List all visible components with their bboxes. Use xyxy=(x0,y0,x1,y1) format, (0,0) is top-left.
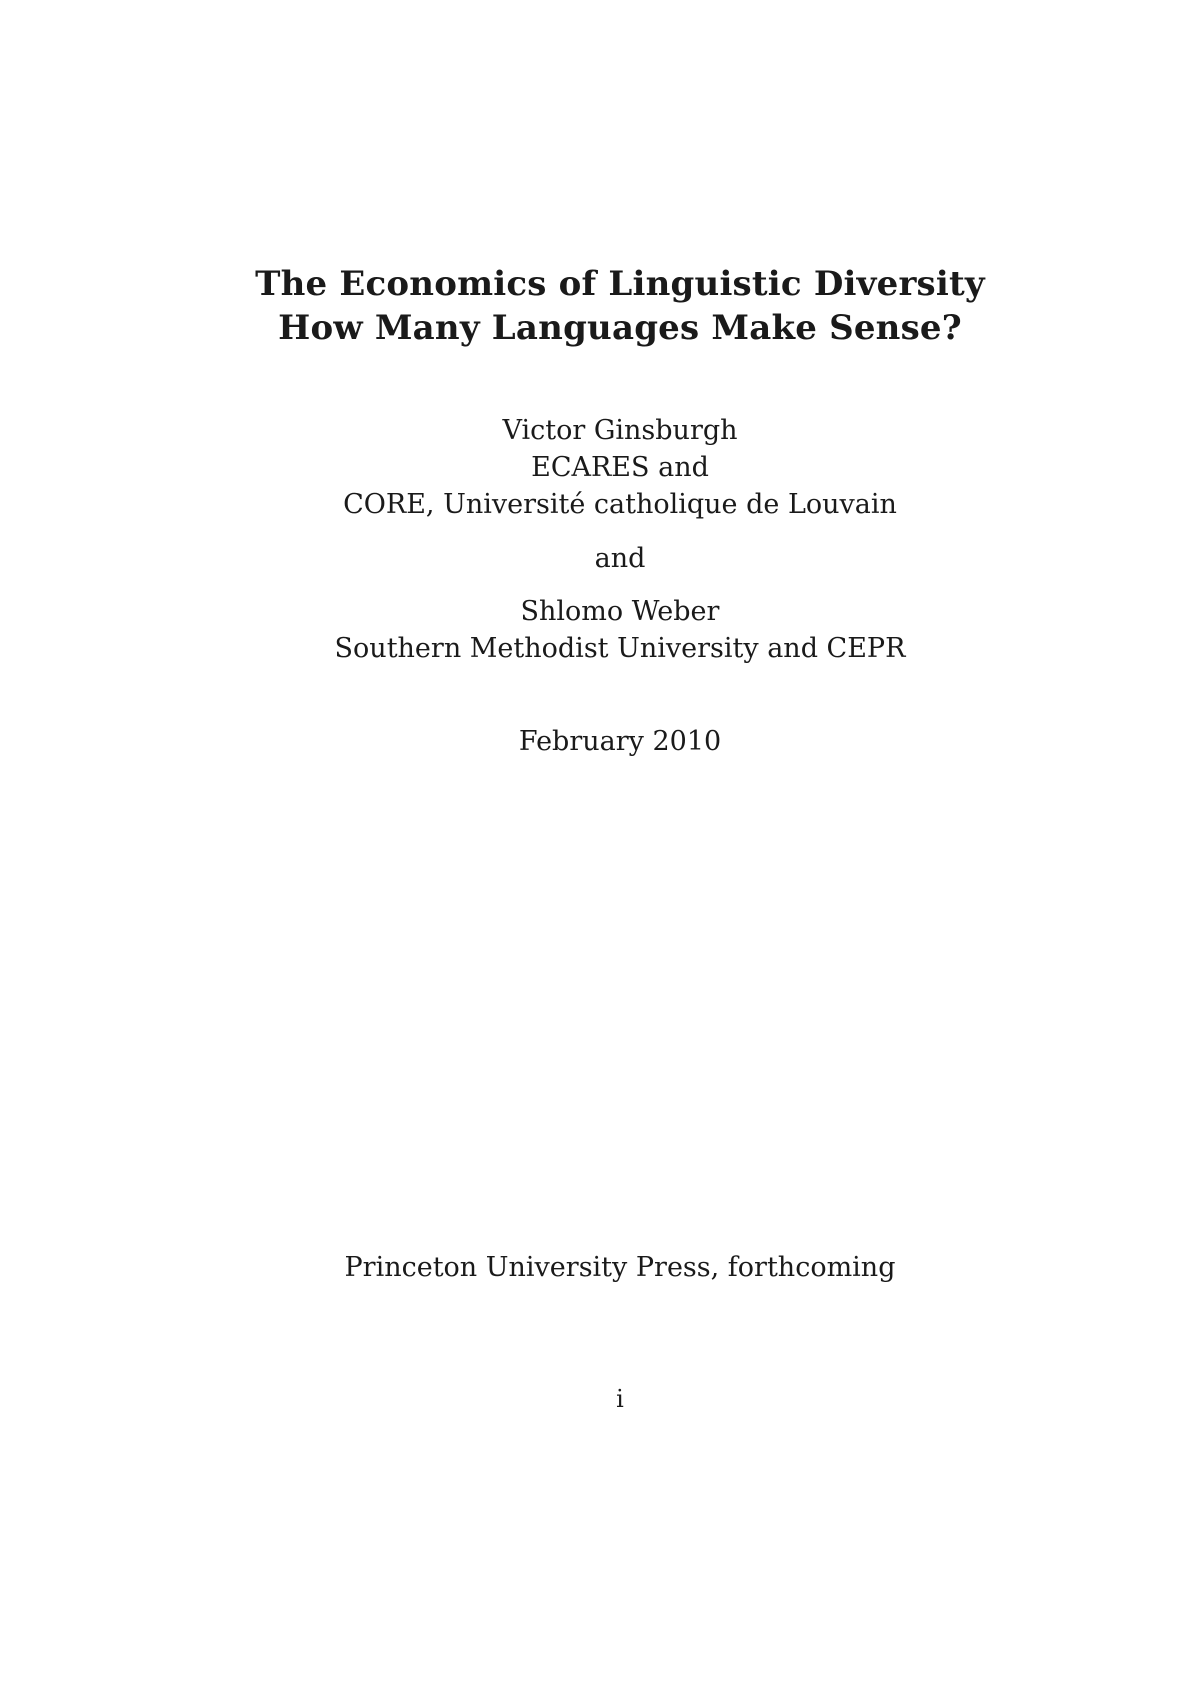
publication-date: February 2010 xyxy=(518,726,722,757)
title-line-2: How Many Languages Make Sense? xyxy=(278,308,962,348)
page-number: i xyxy=(616,1385,624,1413)
title-line-1: The Economics of Linguistic Diversity xyxy=(255,264,985,304)
author-name: Shlomo Weber xyxy=(520,596,720,627)
author-conjunction: and xyxy=(594,543,646,574)
publisher-note: Princeton University Press, forthcoming xyxy=(344,1252,896,1283)
author-affiliation: CORE, Université catholique de Louvain xyxy=(343,489,897,520)
author-name: Victor Ginsburgh xyxy=(502,415,738,446)
author-affiliation: Southern Methodist University and CEPR xyxy=(334,633,906,664)
first-author-block xyxy=(0,412,1200,523)
book-title xyxy=(0,262,1200,350)
second-author-block xyxy=(0,593,1200,667)
author-affiliation: ECARES and xyxy=(531,452,709,483)
